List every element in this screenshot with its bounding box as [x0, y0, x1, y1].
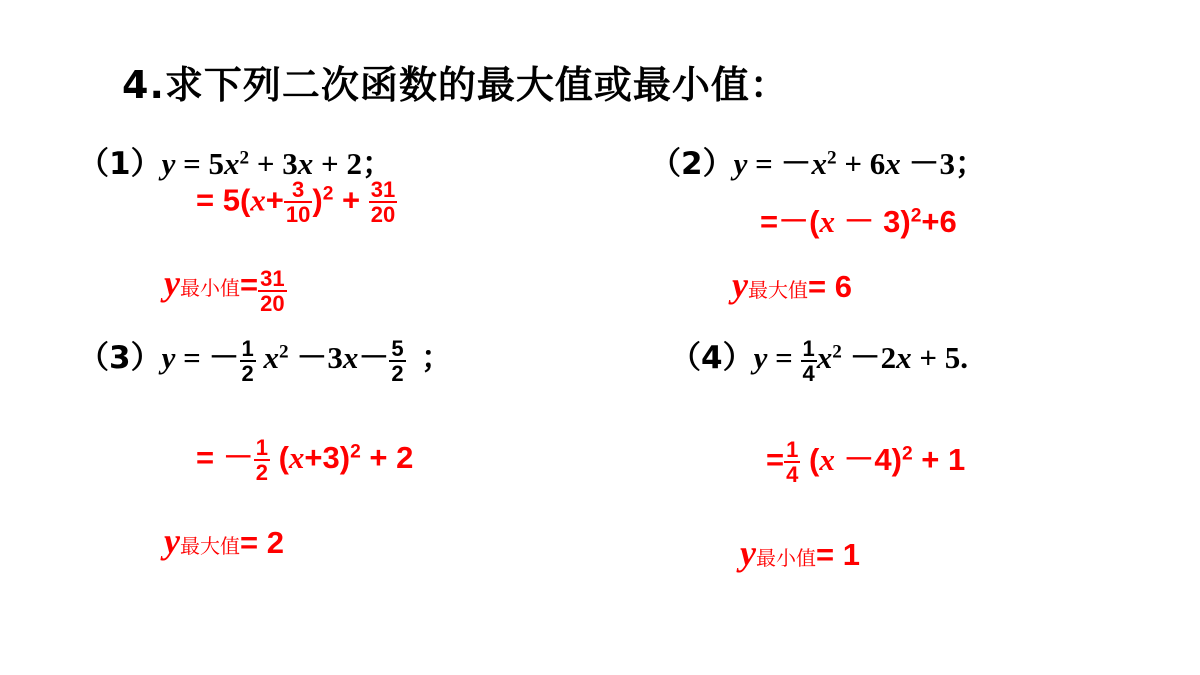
problem-1: $(1)y = 5x^2 + 3x + 2$；: [78, 146, 393, 182]
fraction-1-2: $\frac{1}{2}$: [241, 335, 254, 386]
answer-1-vertex-form: = 5(x+ $\frac{3}{10}$ )$^2$ + $\frac{31}{20}$: [196, 177, 396, 228]
problem-3: （3）y = － $\frac{1}{2}$ $x^2 -3x-$ $\frac{5}{2}$ ；: [78, 335, 453, 386]
result-1-min: y最小值= $\frac{31}{20}$: [164, 263, 285, 317]
result-3-max: y最大值= 2: [164, 521, 284, 561]
problem-2: $(2)y = -x^2 + 6x -3$；: [650, 146, 987, 182]
fraction-5-2: $\frac{5}{2}$: [391, 335, 404, 386]
fraction-1-4: $\frac{1}{4}$: [802, 335, 815, 386]
fraction-31-20: $\frac{31}{20}$: [370, 177, 396, 228]
page-title: 4.求下列二次函数的最大值或最小值：: [122, 63, 789, 107]
problem-4: （4）y = $\frac{1}{4}$ $x^2 -2x + 5$.: [670, 335, 969, 386]
fraction-31-20: $\frac{31}{20}$: [260, 266, 285, 317]
answer-3-vertex-form: = － $\frac{1}{2}$ $(x+3)^2 + 2$: [196, 434, 414, 485]
answer-4-vertex-form: = $\frac{1}{4}$ $(x -4)^2 + 1$: [766, 436, 966, 487]
result-2-max: y最大值= 6: [732, 265, 852, 305]
result-4-min: y最小值= 1: [740, 533, 860, 573]
answer-2-vertex-form: $=-(x - 3)^2+6$: [760, 204, 957, 239]
fraction-3-10: $\frac{3}{10}$: [285, 177, 311, 228]
fraction-1-4: $\frac{1}{4}$: [786, 436, 799, 487]
fraction-1-2: $\frac{1}{2}$: [255, 434, 268, 485]
